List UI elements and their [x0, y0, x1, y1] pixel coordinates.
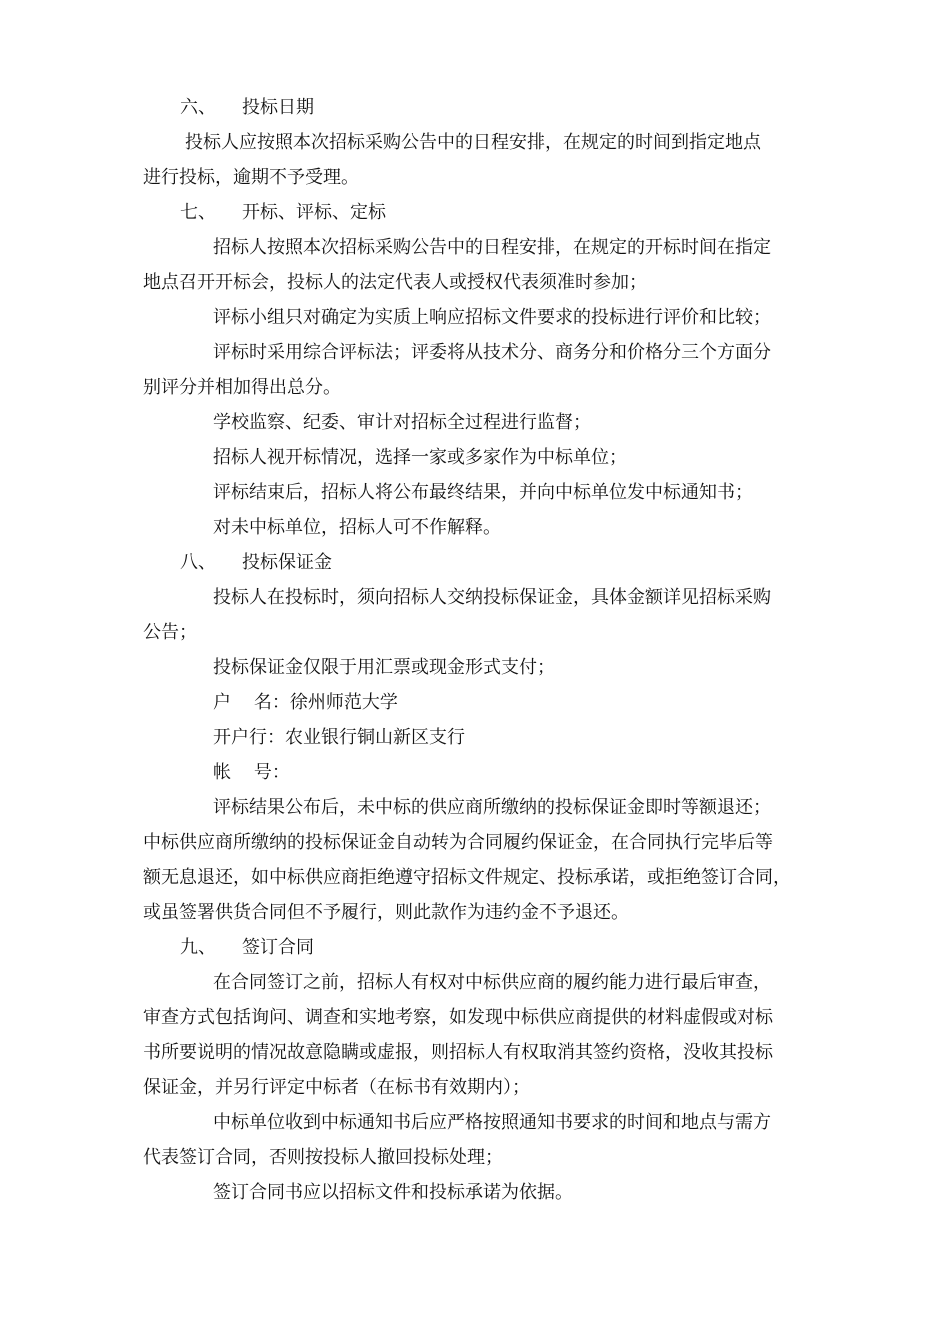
paragraph-line: 招标人视开标情况，选择一家或多家作为中标单位；	[213, 447, 627, 468]
paragraph-line: 或虽签署供货合同但不予履行，则此款作为违约金不予退还。	[143, 902, 629, 923]
paragraph-line: 保证金，并另行评定中标者（在标书有效期内）；	[143, 1077, 530, 1098]
section-title: 投标日期	[242, 97, 314, 118]
paragraph-line: 额无息退还，如中标供应商拒绝遵守招标文件规定、投标承诺，或拒绝签订合同，	[143, 867, 791, 888]
paragraph-line: 评标结果公布后，未中标的供应商所缴纳的投标保证金即时等额退还；	[213, 797, 771, 818]
section-number: 九、	[180, 937, 216, 958]
paragraph-line: 投标人在投标时，须向招标人交纳投标保证金，具体金额详见招标采购	[213, 587, 771, 608]
paragraph-line: 投标人应按照本次招标采购公告中的日程安排，在规定的时间到指定地点	[185, 132, 761, 153]
paragraph-line: 审查方式包括询问、调查和实地考察，如发现中标供应商提供的材料虚假或对标	[143, 1007, 773, 1028]
paragraph-line: 公告；	[143, 622, 197, 643]
paragraph-line: 中标单位收到中标通知书后应严格按照通知书要求的时间和地点与需方	[213, 1112, 771, 1133]
paragraph-line: 招标人按照本次招标采购公告中的日程安排，在规定的开标时间在指定	[213, 237, 771, 258]
account-number-line: 帐 号：	[213, 762, 290, 783]
paragraph-line: 中标供应商所缴纳的投标保证金自动转为合同履约保证金，在合同执行完毕后等	[143, 832, 773, 853]
section-heading-seven	[180, 201, 386, 225]
paragraph-line: 评标小组只对确定为实质上响应招标文件要求的投标进行评价和比较；	[213, 307, 771, 328]
section-title: 开标、评标、定标	[242, 202, 386, 223]
section-title: 投标保证金	[242, 552, 332, 573]
section-number: 六、	[180, 97, 216, 118]
paragraph-line: 对未中标单位，招标人可不作解释。	[213, 517, 501, 538]
section-number: 七、	[180, 202, 216, 223]
paragraph-line: 学校监察、纪委、审计对招标全过程进行监督；	[213, 412, 591, 433]
section-title: 签订合同	[242, 937, 314, 958]
section-number: 八、	[180, 552, 216, 573]
paragraph-line: 进行投标，逾期不予受理。	[143, 167, 359, 188]
paragraph-line: 评标时采用综合评标法；评委将从技术分、商务分和价格分三个方面分	[213, 342, 771, 363]
section-heading-nine	[180, 936, 314, 960]
section-heading-six	[180, 96, 314, 120]
paragraph-line: 投标保证金仅限于用汇票或现金形式支付；	[213, 657, 555, 678]
paragraph-line: 评标结束后，招标人将公布最终结果，并向中标单位发中标通知书；	[213, 482, 753, 503]
paragraph-line: 地点召开开标会，投标人的法定代表人或授权代表须准时参加；	[143, 272, 647, 293]
paragraph-line: 签订合同书应以招标文件和投标承诺为依据。	[213, 1182, 573, 1203]
bank-line: 开户行：农业银行铜山新区支行	[213, 727, 465, 748]
paragraph-line: 代表签订合同，否则按投标人撤回投标处理；	[143, 1147, 503, 1168]
section-heading-eight	[180, 551, 332, 575]
paragraph-line: 别评分并相加得出总分。	[143, 377, 341, 398]
paragraph-line: 书所要说明的情况故意隐瞒或虚报，则招标人有权取消其签约资格，没收其投标	[143, 1042, 773, 1063]
paragraph-line: 在合同签订之前，招标人有权对中标供应商的履约能力进行最后审查，	[213, 972, 771, 993]
account-name-line: 户 名：徐州师范大学	[213, 692, 398, 713]
